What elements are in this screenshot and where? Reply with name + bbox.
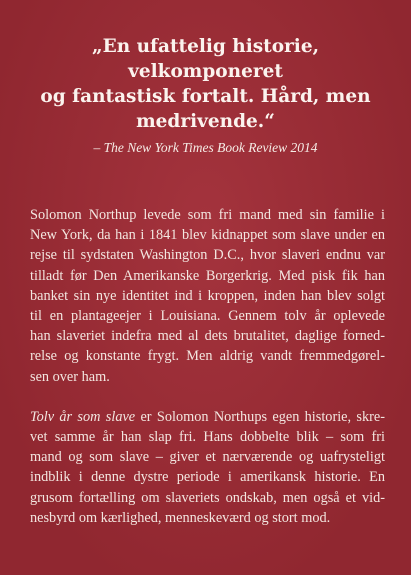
quote-line-3: medrivende.“ bbox=[136, 111, 275, 132]
text-fragment: er Solomon Northups egen historie, skre- bbox=[135, 408, 385, 425]
text-line: tilladt før Den Amerikanske Borgerkrig. Med pisk fik han bbox=[30, 267, 385, 284]
review-quote bbox=[26, 34, 385, 134]
text-line: banket sin nye identitet ind i kroppen, inden han blev solgt bbox=[30, 287, 385, 304]
book-title-italic: Tolv år som slave bbox=[30, 408, 136, 425]
text-line: sen over ham. bbox=[30, 368, 110, 385]
text-line: han slaveriet indefra med al dets brutalitet, daglige forned- bbox=[30, 328, 385, 345]
blurb-paragraph-1 bbox=[30, 205, 385, 387]
text-line: rejse til sydstaten Washington D.C., hvor slaveri endnu var bbox=[30, 247, 385, 264]
text-line bbox=[30, 407, 385, 427]
blurb-text bbox=[26, 205, 385, 528]
text-line: nesbyrd om kærlighed, menneskeværd og stort mod. bbox=[30, 509, 331, 526]
text-line: grusom fortælling om slaveriets ondskab, men også et vid- bbox=[30, 489, 385, 506]
quote-line-1: „En ufattelig historie, velkomponeret bbox=[91, 36, 320, 82]
text-line: New York, da han i 1841 blev kidnappet som slave under en bbox=[30, 227, 385, 244]
quote-source: – The New York Times Book Review 2014 bbox=[93, 140, 318, 155]
quote-line-2: og fantastisk fortalt. Hård, men bbox=[40, 86, 371, 107]
text-line: mand og som slave – giver et nærværende og uafrysteligt bbox=[30, 449, 385, 466]
blurb-paragraph-2 bbox=[30, 407, 385, 528]
text-line: indblik i denne dystre periode i amerikansk historie. En bbox=[30, 469, 385, 486]
text-line: vet samme år han slap fri. Hans dobbelte blik – som fri bbox=[30, 429, 385, 446]
text-line: relse og konstante frygt. Men aldrig vandt fremmedgørel- bbox=[30, 348, 385, 365]
text-line: Solomon Northup levede som fri mand med sin familie i bbox=[30, 207, 385, 223]
text-line: til en plantageejer i Louisiana. Gennem tolv år oplevede bbox=[30, 308, 385, 325]
